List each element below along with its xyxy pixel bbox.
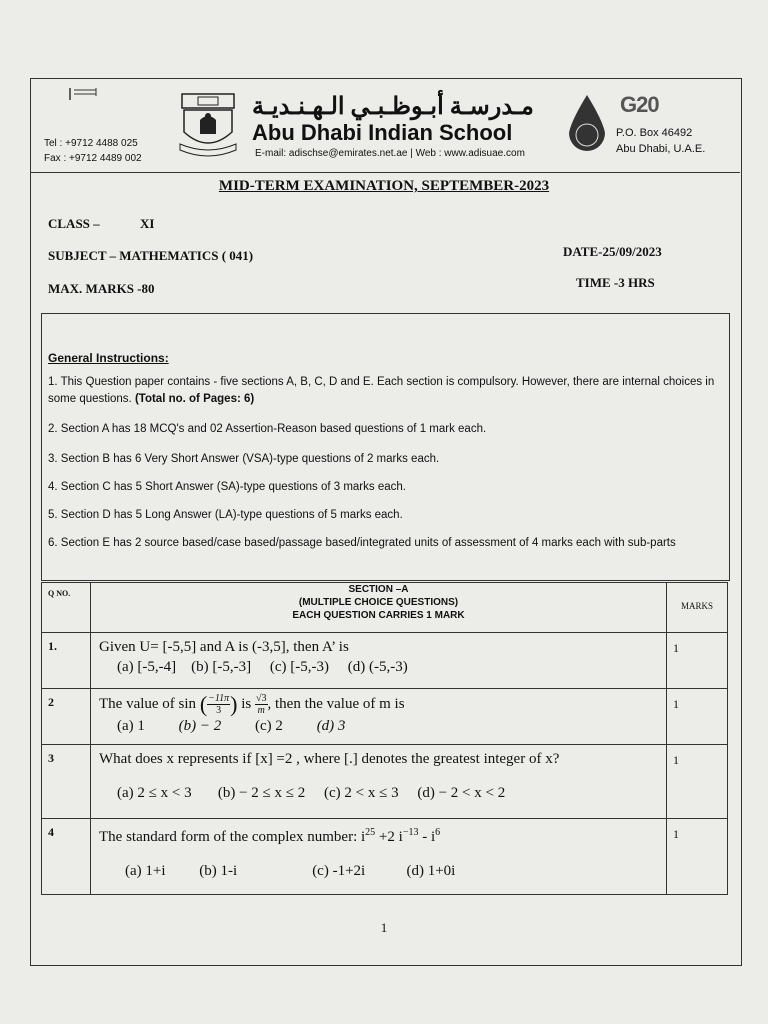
option-c: (c) [-5,-3) (269, 659, 330, 675)
option-d: (d) 3 (316, 718, 346, 734)
table-row (42, 819, 728, 895)
question-marks: 1 (667, 745, 728, 819)
option-d: (d) (-5,-3) (347, 659, 408, 675)
question-text: What does x represents if [x] =2 , where [.] denotes the greatest integer of x? (99, 751, 560, 767)
instruction-6: 6. Section E has 2 source based/case based/passage based/integrated units of assessment of 4 marks each with sub-parts (48, 537, 676, 549)
option-a: (a) 1+i (125, 863, 166, 879)
option-c: (c) 2 < x ≤ 3 (324, 785, 399, 801)
options (99, 657, 666, 677)
question-2 (91, 689, 667, 745)
g20-badge: G20 (620, 92, 659, 117)
class-value: XI (140, 216, 155, 231)
instruction-3: 3. Section B has 6 Very Short Answer (VSA)-type questions of 2 marks each. (48, 453, 440, 465)
options (99, 769, 666, 803)
option-b: (b) [-5,-3] (191, 659, 252, 675)
options (99, 716, 666, 736)
questions-table (41, 582, 728, 895)
qno-header: Q NO. (42, 583, 91, 633)
po-box: P.O. Box 46492 (616, 127, 693, 139)
question-marks: 1 (667, 689, 728, 745)
school-name: Abu Dhabi Indian School (252, 120, 513, 145)
option-b: (b) − 2 (178, 718, 222, 734)
question-1 (91, 633, 667, 689)
option-c: (c) -1+2i (312, 863, 366, 879)
max-marks: MAX. MARKS -80 (48, 281, 155, 296)
question-number: 3 (42, 745, 91, 819)
options (99, 847, 666, 881)
section-title: SECTION –A (348, 584, 409, 595)
marks-header: MARKS (667, 583, 728, 633)
section-type: (MULTIPLE CHOICE QUESTIONS) (298, 597, 459, 608)
question-text: The value of sin ( $\frac{-11\pi}{3}$ ) is $\frac{√3}{m}$ , then the value of m is (99, 691, 405, 717)
table-header-row (42, 583, 728, 633)
instruction-page-count: (Total no. of Pages: 6) (134, 393, 255, 405)
telephone-number: Tel : +9712 4488 025 (44, 138, 138, 149)
option-d: (d) − 2 < x < 2 (417, 785, 506, 801)
instruction-5: 5. Section D has 5 Long Answer (LA)-type questions of 5 marks each. (48, 509, 403, 521)
city-address: Abu Dhabi, U.A.E. (616, 143, 706, 155)
option-a: (a) [-5,-4] (117, 659, 177, 675)
exam-date: DATE-25/09/2023 (563, 244, 662, 259)
option-d: (d) 1+0i (406, 863, 456, 879)
school-name-arabic: مـدرسـة أبـوظـبـي الـهـنـديـة (252, 94, 534, 120)
option-b: (b) − 2 ≤ x ≤ 2 (217, 785, 306, 801)
exam-time: TIME -3 HRS (576, 275, 655, 290)
section-header (91, 583, 667, 633)
question-4 (91, 819, 667, 895)
fax-number: Fax : +9712 4489 002 (44, 153, 142, 164)
fraction: $\frac{√3}{m}$ (256, 693, 267, 716)
option-a: (a) 1 (117, 718, 145, 734)
instruction-1: 1. This Question paper contains - five sections A, B, C, D and E. Each section is compulsory. However, there are internal choices in some questions. (Total no. of Pages: 6) (48, 376, 715, 405)
question-marks: 1 (667, 819, 728, 895)
question-3 (91, 745, 667, 819)
header-divider (30, 172, 740, 173)
contact-line: E-mail: adischse@emirates.net.ae | Web : www.adisuae.com (255, 148, 525, 159)
table-row (42, 745, 728, 819)
subject: SUBJECT – MATHEMATICS ( 041) (48, 248, 254, 263)
instructions-title: General Instructions: (48, 351, 169, 365)
question-number: 4 (42, 819, 91, 895)
table-row (42, 689, 728, 745)
fraction: $\frac{-11\pi}{3}$ (208, 693, 230, 716)
table-row (42, 633, 728, 689)
question-text: Given U= [-5,5] and A is (-3,5], then A’ is (99, 639, 349, 655)
file-mark-icon (68, 86, 98, 102)
option-b: (b) 1-i (199, 863, 238, 879)
class-label: CLASS – (48, 216, 100, 231)
section-marks-note: EACH QUESTION CARRIES 1 MARK (292, 610, 465, 621)
question-marks: 1 (667, 633, 728, 689)
school-crest-icon (178, 92, 238, 158)
question-number: 1. (42, 633, 91, 689)
page-number: 1 (380, 920, 388, 935)
option-a: (a) 2 ≤ x < 3 (117, 785, 192, 801)
option-c: (c) 2 (255, 718, 283, 734)
instruction-4: 4. Section C has 5 Short Answer (SA)-type questions of 3 marks each. (48, 481, 406, 493)
instruction-2: 2. Section A has 18 MCQ's and 02 Assertion-Reason based questions of 1 mark each. (48, 423, 487, 435)
exam-title: MID-TERM EXAMINATION, SEPTEMBER-2023 (218, 178, 550, 194)
drop-emblem-icon (563, 93, 611, 155)
question-number: 2 (42, 689, 91, 745)
question-text: The standard form of the complex number: $i^{25} +2$ $i^{-13} - i^6$ (99, 827, 441, 845)
